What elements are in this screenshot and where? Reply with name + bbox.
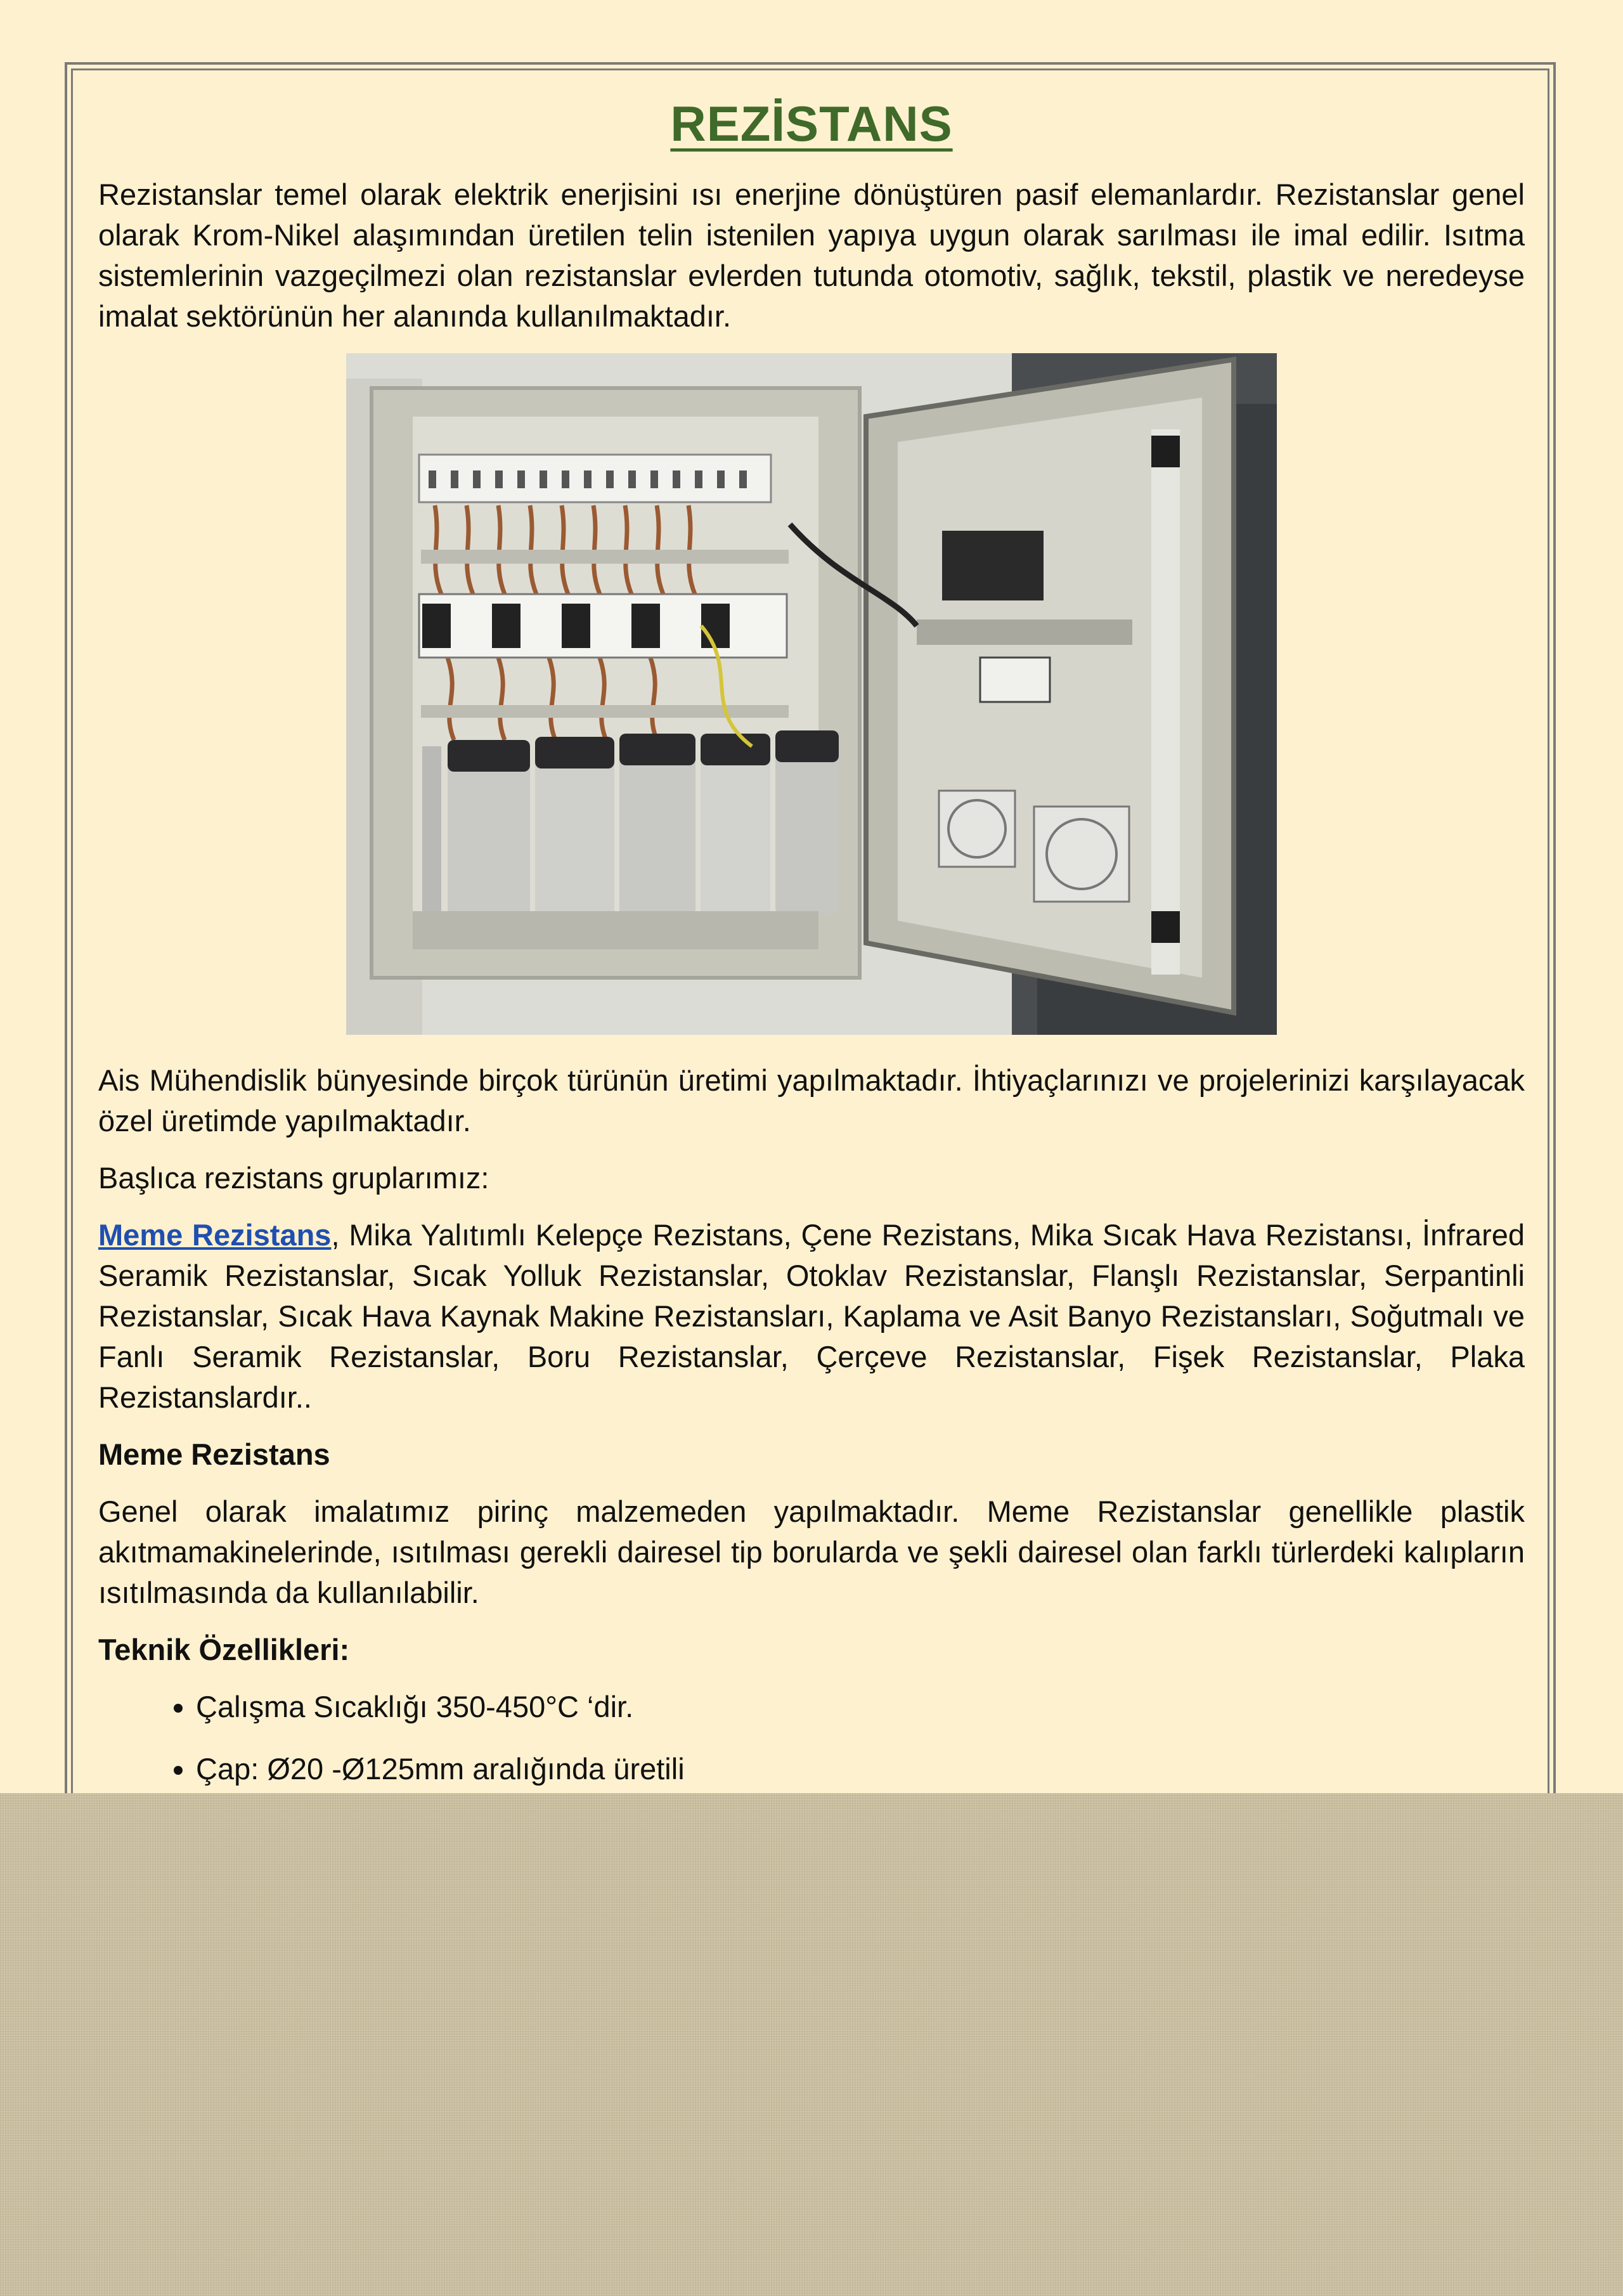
textured-overlay-panel: [0, 1793, 1623, 2296]
electrical-panel-photo: [346, 353, 1277, 1035]
specs-list: [98, 1687, 1525, 1789]
document-body: [98, 95, 1525, 1811]
spec-item: • Çalışma Sıcaklığı 350-450°C ‘dir.: [196, 1687, 1525, 1727]
meme-rezistans-link[interactable]: Meme Rezistans: [98, 1218, 332, 1252]
groups-list-text: , Mika Yalıtımlı Kelepçe Rezistans, Çene Rezistans, Mika Sıcak Hava Rezistansı, İnfrared Seramik Rezistanslar, Sıcak Yolluk Rezistanslar, Otoklav Rezistanslar, Flanşlı Rezistanslar, Serpantinli Rezistanslar, Sıcak Hava Kaynak Makine Rezistansları, Kaplama ve Asit Banyo Rezistansları, Soğutmalı ve Fanlı Seramik Rezistanslar, Boru Rezistanslar, Çerçeve Rezistanslar, Fişek Rezistanslar, Plaka Rezistanslardır..: [98, 1218, 1525, 1414]
section-paragraph: Genel olarak imalatımız pirinç malzemeden yapılmaktadır. Meme Rezistanslar genellikle plastik akıtmamakinelerinde, ısıtılması gerekli dairesel tip borularda ve şekli dairesel olan farklı türlerdeki kalıpların ısıtılmasında da kullanılabilir.: [98, 1495, 1525, 1609]
spec-item: • Çap: Ø20 -Ø125mm aralığında üretili: [196, 1749, 1525, 1789]
groups-heading: Başlıca rezistans gruplarımız:: [98, 1161, 489, 1195]
intro-paragraph: Rezistanslar temel olarak elektrik enerjisini ısı enerjine dönüştüren pasif elemanlardır. Rezistanslar genel olarak Krom-Nikel alaşımından üretilen telin istenilen yapıya uygun olarak sarılması ile imal edilir. Isıtma sistemlerinin vazgeçilmezi olan rezistanslar evlerden tutunda otomotiv, sağlık, tekstil, plastik ve neredeyse imalat sektörünün her alanında kullanılmaktadır.: [98, 178, 1525, 333]
section-heading: Meme Rezistans: [98, 1437, 330, 1471]
specs-heading: Teknik Özellikleri:: [98, 1633, 350, 1666]
resistance-groups-paragraph: [98, 1215, 1525, 1418]
page-title: REZİSTANS: [670, 96, 953, 152]
company-paragraph: Ais Mühendislik bünyesinde birçok türünün üretimi yapılmaktadır. İhtiyaçlarınızı ve projelerinizi karşılayacak özel üretimde yapılmaktadır.: [98, 1063, 1525, 1138]
